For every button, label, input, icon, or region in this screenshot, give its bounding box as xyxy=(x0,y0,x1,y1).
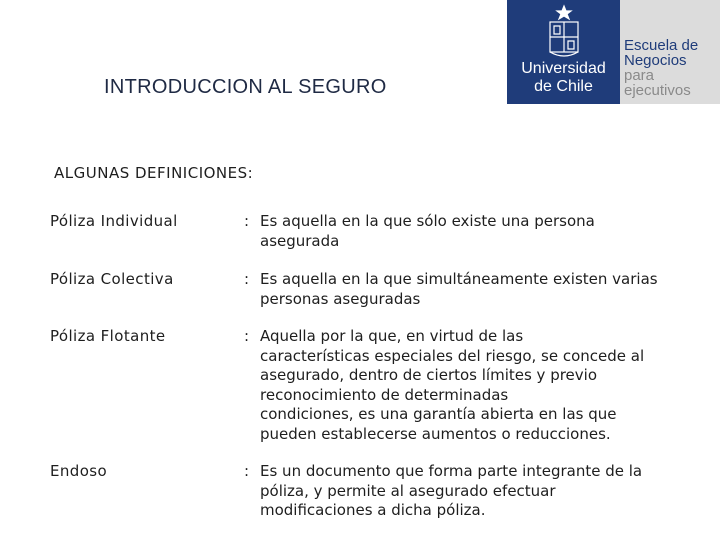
school-name-line4: ejecutivos xyxy=(624,82,691,99)
university-logo xyxy=(507,0,620,104)
school-name-line3: para xyxy=(624,67,655,84)
definition-colon: : xyxy=(244,212,250,230)
university-name-line2: de Chile xyxy=(534,78,593,95)
definition-line: personas aseguradas xyxy=(260,289,421,308)
definition-line: Aquella por la que, en virtud de las xyxy=(260,327,524,345)
definition-colon: : xyxy=(244,270,250,288)
definition-line: pueden establecerse aumentos o reducciones. xyxy=(260,424,611,443)
definition-term: Póliza Flotante xyxy=(50,327,166,345)
university-name-line1: Universidad xyxy=(521,60,606,77)
definition-line: póliza, y permite al asegurado efectuar xyxy=(260,481,556,500)
university-crest-icon xyxy=(542,4,586,60)
definition-text xyxy=(260,212,700,251)
definition-line: Es un documento que forma parte integrante de la xyxy=(260,462,643,480)
definition-text xyxy=(260,270,700,309)
school-logo xyxy=(620,0,720,104)
definition-colon: : xyxy=(244,462,250,480)
definition-text xyxy=(260,462,700,521)
definition-line: Es aquella en la que simultáneamente existen varias xyxy=(260,270,658,288)
definition-line: reconocimiento de determinadas xyxy=(260,385,509,404)
page-title: INTRODUCCION AL SEGURO xyxy=(104,76,387,98)
school-name-line1: Escuela de xyxy=(624,37,699,54)
definition-colon: : xyxy=(244,327,250,345)
definition-line: características especiales del riesgo, se concede al xyxy=(260,346,645,365)
definition-term: Endoso xyxy=(50,462,108,480)
definition-line: asegurada xyxy=(260,231,340,250)
definition-line: modificaciones a dicha póliza. xyxy=(260,501,486,519)
school-name-line2: Negocios xyxy=(624,52,687,69)
definition-text xyxy=(260,327,700,444)
definition-line: Es aquella en la que sólo existe una persona xyxy=(260,212,595,230)
definition-line: condiciones, es una garantía abierta en las que xyxy=(260,405,617,423)
definition-term: Póliza Colectiva xyxy=(50,270,174,288)
definition-line: asegurado, dentro de ciertos límites y previo xyxy=(260,366,598,384)
section-title: ALGUNAS DEFINICIONES: xyxy=(54,164,254,182)
definition-term: Póliza Individual xyxy=(50,212,178,230)
